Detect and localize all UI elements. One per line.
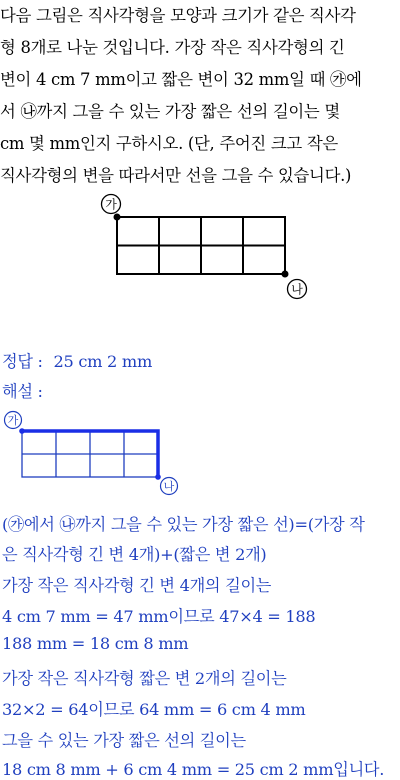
problem-line: 변이 4 cm 7 mm이고 짧은 변이 32 mm일 때 ㉮에: [0, 70, 362, 89]
explanation-label: 해설 :: [2, 382, 43, 401]
solution-start-label-icon: [5, 412, 22, 429]
answer-label: 정답 :: [2, 352, 43, 371]
solution-line: 가장 작은 직사각형 긴 변 4개의 길이는: [2, 576, 272, 595]
solution-end-dot: [155, 474, 161, 480]
end-label-icon: [288, 280, 307, 299]
problem-line: 형 8개로 나눈 것입니다. 가장 작은 직사각형의 긴: [0, 38, 345, 57]
solution-line: 32×2 = 64이므로 64 mm = 6 cm 4 mm: [2, 700, 306, 719]
solution-end-label: 나: [163, 480, 175, 493]
solution-line: 가장 작은 직사각형 짧은 변 2개의 길이는: [2, 669, 287, 688]
end-point-dot: [282, 271, 289, 278]
solution-line: 4 cm 7 mm = 47 mm이므로 47×4 = 188: [2, 607, 316, 626]
solution-line: 그을 수 있는 가장 짧은 선의 길이는: [2, 731, 246, 750]
problem-line: 직사각형의 변을 따라서만 선을 그을 수 있습니다.): [0, 166, 352, 185]
solution-line: (㉮에서 ㉯까지 그을 수 있는 가장 짧은 선)=(가장 작: [2, 515, 365, 534]
solution-line: 18 cm 8 mm + 6 cm 4 mm = 25 cm 2 mm입니다.: [2, 760, 385, 779]
problem-line: cm 몇 mm인지 구하시오. (단, 주어진 크고 작은: [0, 134, 338, 153]
problem-line: 다음 그림은 직사각형을 모양과 크기가 같은 직사각: [0, 6, 356, 25]
start-label: 가: [105, 197, 117, 212]
problem-figure: [100, 192, 320, 304]
solution-line: 188 mm = 18 cm 8 mm: [2, 634, 189, 653]
solution-line: 은 직사각형 긴 변 4개)+(짧은 변 2개): [2, 545, 267, 564]
start-point-dot: [114, 214, 121, 221]
solution-grid: [22, 431, 158, 477]
solution-end-label-icon: [161, 478, 178, 495]
end-label: 나: [291, 282, 303, 297]
start-label-icon: [102, 195, 121, 214]
problem-line: 서 ㉯까지 그을 수 있는 가장 짧은 선의 길이는 몇: [0, 102, 340, 121]
solution-figure: [0, 405, 185, 497]
answer-value: 25 cm 2 mm: [53, 352, 152, 371]
answer-row: [2, 348, 152, 372]
problem-grid: [117, 217, 285, 274]
solution-start-label: 가: [7, 414, 19, 427]
solution-start-dot: [19, 428, 25, 434]
